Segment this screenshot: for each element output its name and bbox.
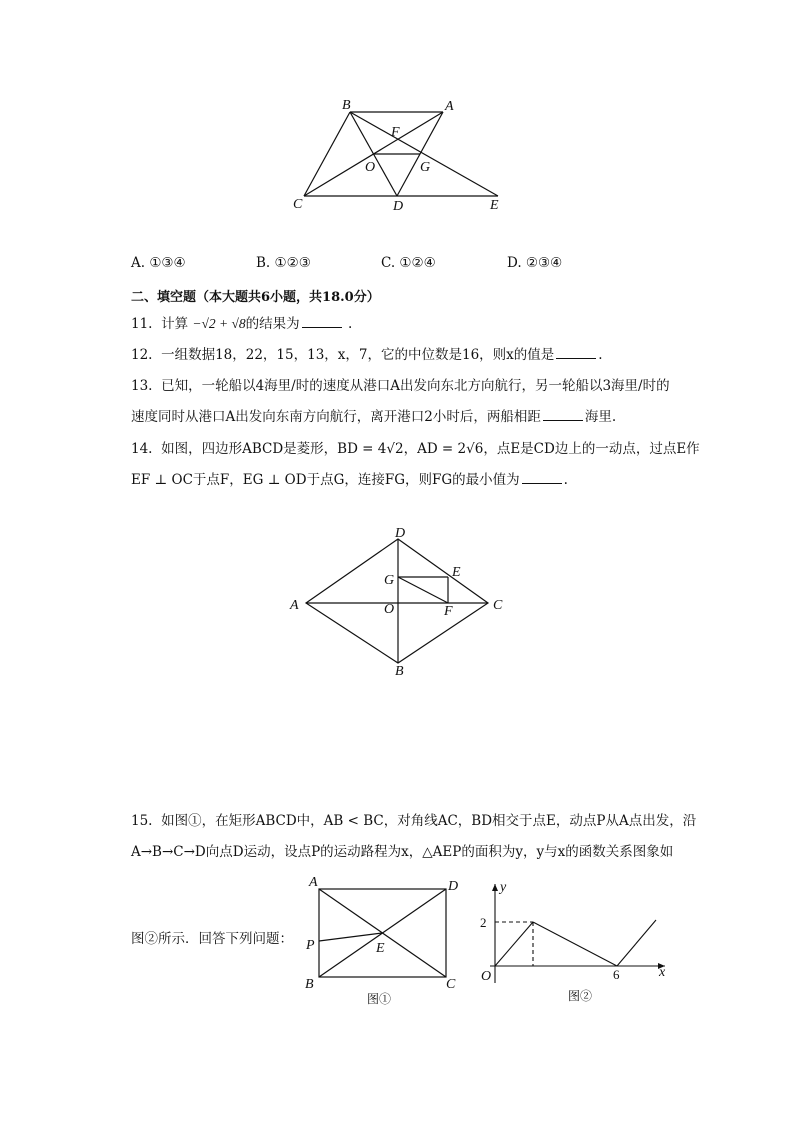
rect-label-E: E xyxy=(376,941,385,956)
label-B: B xyxy=(342,98,351,113)
q15-number: 15. xyxy=(131,813,153,829)
q14-number: 14. xyxy=(131,441,153,457)
question-15-line1 xyxy=(131,812,696,830)
q14-text-line1: 如图，四边形ABCD是菱形，BD = 4√2，AD = 2√6，点E是CD边上的一动点，过点E作 xyxy=(161,441,700,457)
question-12 xyxy=(131,346,603,364)
rect-label-A: A xyxy=(309,875,318,890)
q11-number: 11. xyxy=(131,316,153,332)
origin-label: O xyxy=(481,969,492,984)
q13-text-line2b: 海里. xyxy=(584,409,617,425)
y-tick-2: 2 xyxy=(480,915,487,930)
question-15-line2 xyxy=(131,843,673,861)
rhombus-label-D: D xyxy=(395,526,406,541)
q14-answer-blank xyxy=(522,471,562,484)
figure-trapezoid-svg xyxy=(290,95,520,220)
question-14-line2 xyxy=(131,471,568,489)
label-G: G xyxy=(420,160,431,175)
question-14-line1 xyxy=(131,440,700,458)
rect-label-P: P xyxy=(306,938,315,953)
figure-function-graph-svg xyxy=(470,878,675,988)
q13-number: 13. xyxy=(131,378,153,394)
rect-label-B: B xyxy=(305,977,314,992)
q11-answer-blank xyxy=(302,315,342,328)
q11-prefix: 计算 xyxy=(161,316,189,332)
y-axis-arrow xyxy=(492,884,498,891)
x-tick-6: 6 xyxy=(613,967,620,982)
label-C: C xyxy=(293,197,303,212)
q11-expression: −√2 + √8 xyxy=(192,316,246,331)
q15-text-line1: 如图①，在矩形ABCD中，AB < BC，对角线AC，BD相交于点E，动点P从A点出发，沿 xyxy=(161,813,697,829)
question-13-line2 xyxy=(131,408,616,426)
figure-2-caption: 图② xyxy=(568,989,593,1003)
q14-text-line2a: EF ⊥ OC于点F，EG ⊥ OD于点G，连接FG，则FG的最小值为 xyxy=(131,472,520,488)
q14-text-line2b: . xyxy=(563,472,568,488)
figure-1-caption: 图① xyxy=(367,992,392,1006)
q12-end: . xyxy=(598,347,603,363)
rhombus-label-E: E xyxy=(452,565,461,580)
option-d: D. ②③④ xyxy=(507,255,563,271)
section-heading: 二、填空题（本大题共6小题，共18.0分） xyxy=(131,290,380,305)
rhombus-label-F: F xyxy=(444,604,453,619)
option-a: A. ①③④ xyxy=(131,255,186,271)
rect-label-D: D xyxy=(448,879,459,894)
x-axis-label: x xyxy=(659,965,666,980)
q13-text-line2a: 速度同时从港口A出发向东南方向航行，离开港口2小时后，两船相距 xyxy=(131,409,541,425)
label-E: E xyxy=(490,198,499,213)
q12-text: 一组数据18，22，15，13，x，7，它的中位数是16，则x的值是 xyxy=(161,347,555,363)
q15-text-line3: 图②所示．回答下列问题： xyxy=(131,931,293,947)
q12-number: 12. xyxy=(131,347,153,363)
figure-rhombus xyxy=(285,525,515,680)
q13-text-line1: 已知，一轮船以4海里/时的速度从港口A出发向东北方向航行，另一轮船以3海里/时的 xyxy=(161,378,670,394)
q11-end: . xyxy=(347,316,353,332)
rhombus-label-G: G xyxy=(384,573,395,588)
figure-function-graph xyxy=(470,878,675,988)
figure-trapezoid xyxy=(290,95,520,220)
option-c: C. ①②④ xyxy=(381,255,436,271)
rhombus-label-O: O xyxy=(384,602,395,617)
y-axis-label: y xyxy=(500,880,507,895)
q13-answer-blank xyxy=(543,408,583,421)
q15-text-line2: A→B→C→D向点D运动，设点P的运动路程为x，△AEP的面积为y，y与x的函数关系图象如 xyxy=(131,844,674,860)
label-A: A xyxy=(445,99,454,114)
question-15-line3 xyxy=(131,930,293,948)
rhombus-label-C: C xyxy=(493,598,503,613)
question-13-line1 xyxy=(131,377,670,395)
question-11 xyxy=(131,315,352,333)
label-D: D xyxy=(393,199,404,214)
q11-suffix: 的结果为 xyxy=(245,316,300,332)
q12-answer-blank xyxy=(556,346,596,359)
label-O: O xyxy=(365,160,376,175)
option-b: B. ①②③ xyxy=(256,255,311,271)
rect-label-C: C xyxy=(446,977,456,992)
rhombus-label-B: B xyxy=(395,664,404,679)
label-F: F xyxy=(391,125,400,140)
rhombus-label-A: A xyxy=(290,598,299,613)
figure-rhombus-svg xyxy=(285,525,515,680)
